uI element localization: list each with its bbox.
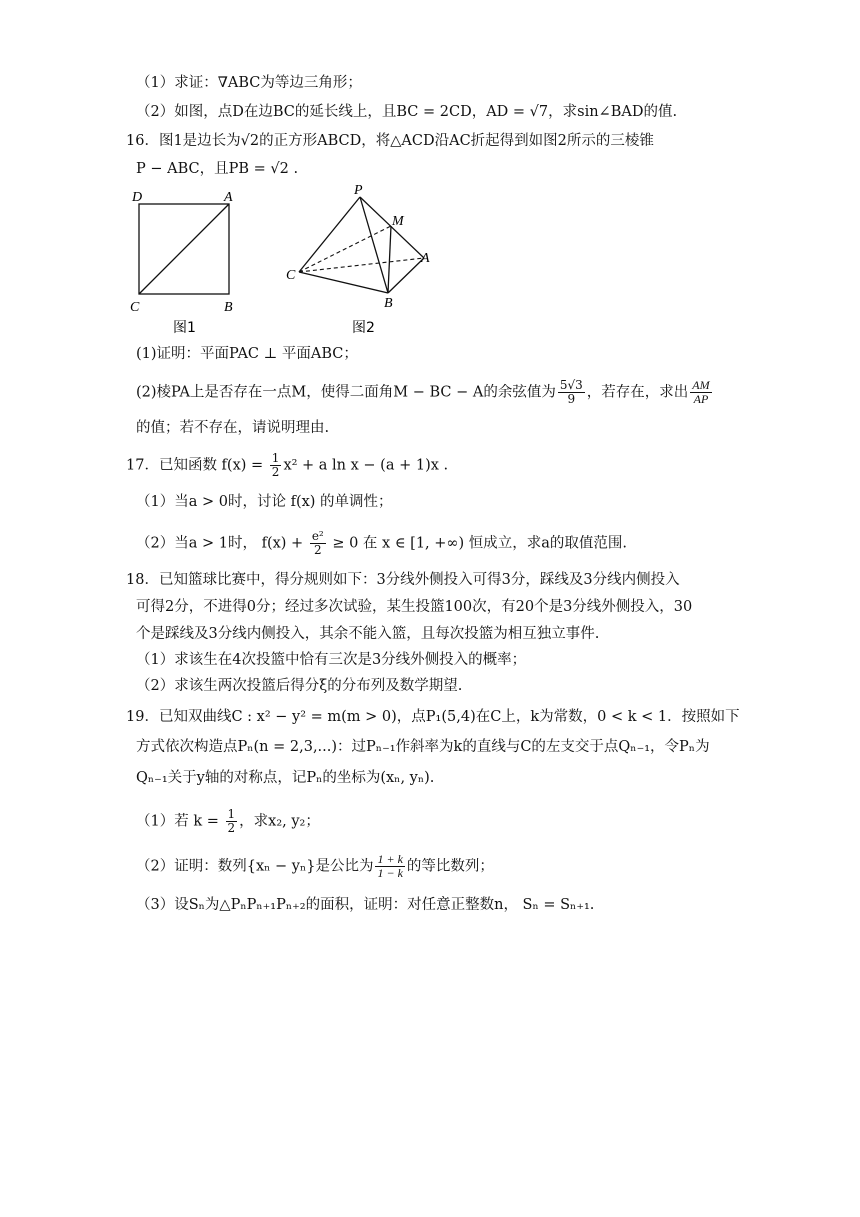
p19-question-3: （3）设Sₙ为△PₙPₙ₊₁Pₙ₊₂的面积，证明：对任意正整数n， Sₙ = Sₙ₊₁. [136, 897, 595, 913]
p16-stem-line-1: 16．图1是边长为√2的正方形ABCD，将△ACD沿AC折起得到如图2所示的三棱锥 [126, 133, 654, 149]
fig2-label-m: M [392, 214, 404, 229]
p19-question-1: （1）若 k = $\frac{1}{2}$ ，求x₂, y₂； [136, 807, 320, 835]
fig1-label-b: B [224, 300, 233, 315]
p19-question-2: （2）证明：数列{xₙ − yₙ}是公比为 $\frac{1 + k}{1 - k}$ 的等比数列； [136, 852, 494, 880]
p18-question-1: （1）求该生在4次投篮中恰有三次是3分线外侧投入的概率； [136, 652, 527, 668]
fig1-label-a: A [224, 190, 233, 205]
p16-question-2: (2)棱PA上是否存在一点M，使得二面角M − BC − A的余弦值为 $\frac{5√3}{9}$ ，若存在，求出 $\frac{AM}{AP}$ [136, 378, 710, 406]
fig2-label-c: C [286, 268, 296, 283]
ratio-fraction: $\frac{AM}{AP}$ [692, 378, 710, 406]
fig2-label-a: A [421, 251, 430, 266]
fig1-caption: 图1 [173, 320, 196, 336]
p19-stem-line-1: 19．已知双曲线C : x² − y² = m(m > 0)，点P₁(5,4)在C上，k为常数，0 < k < 1．按照如下 [126, 709, 740, 725]
p15-question-1: （1）求证：∇ABC为等边三角形； [136, 75, 362, 91]
p16-stem-line-2: P − ABC，且PB = √2 . [136, 161, 299, 177]
p18-question-2: （2）求该生两次投篮后得分ξ的分布列及数学期望. [136, 678, 463, 694]
fig1-label-c: C [130, 300, 140, 315]
p17-stem: 17．已知函数 f(x) = $\frac{1}{2}$ x² + a ln x − (a + 1)x . [126, 451, 449, 479]
p16-question-2-cont: 的值；若不存在，请说明理由. [136, 420, 330, 436]
cosine-fraction: $\frac{5√3}{9}$ [559, 378, 583, 406]
p19-stem-line-3: Qₙ₋₁关于y轴的对称点，记Pₙ的坐标为(xₙ, yₙ). [136, 770, 435, 786]
figure-2-pyramid [286, 183, 430, 336]
fig2-caption: 图2 [352, 320, 375, 336]
p15-question-2: （2）如图，点D在边BC的延长线上，且BC = 2CD，AD = √7，求sin∠BAD的值. [136, 104, 678, 120]
p19-stem-line-2: 方式依次构造点Pₙ(n = 2,3,...)：过Pₙ₋₁作斜率为k的直线与C的左支交于点Qₙ₋₁，令Pₙ为 [136, 739, 710, 755]
fig1-label-d: D [132, 190, 143, 205]
p18-stem-line-2: 可得2分，不进得0分；经过多次试验，某生投篮100次，有20个是3分线外侧投入，30 [136, 599, 693, 615]
fig2-label-b: B [384, 296, 393, 311]
p16-figures [126, 180, 446, 338]
p18-stem-line-3: 个是踩线及3分线内侧投入，其余不能入篮，且每次投篮为相互独立事件. [136, 626, 600, 642]
p17-question-1: （1）当a > 0时，讨论 f(x) 的单调性； [136, 494, 393, 510]
p18-stem-line-1: 18．已知篮球比赛中，得分规则如下：3分线外侧投入可得3分，踩线及3分线内侧投入 [126, 572, 680, 588]
p16-question-1: (1)证明：平面PAC ⊥ 平面ABC； [136, 346, 358, 362]
p17-question-2: （2）当a > 1时， f(x) + $\frac{\text{e²}}{2}$ ≥ 0 在 x ∈ [1, +∞) 恒成立，求a的取值范围. [136, 529, 628, 557]
fig2-label-p: P [354, 183, 363, 198]
figure-1-square [130, 190, 233, 336]
